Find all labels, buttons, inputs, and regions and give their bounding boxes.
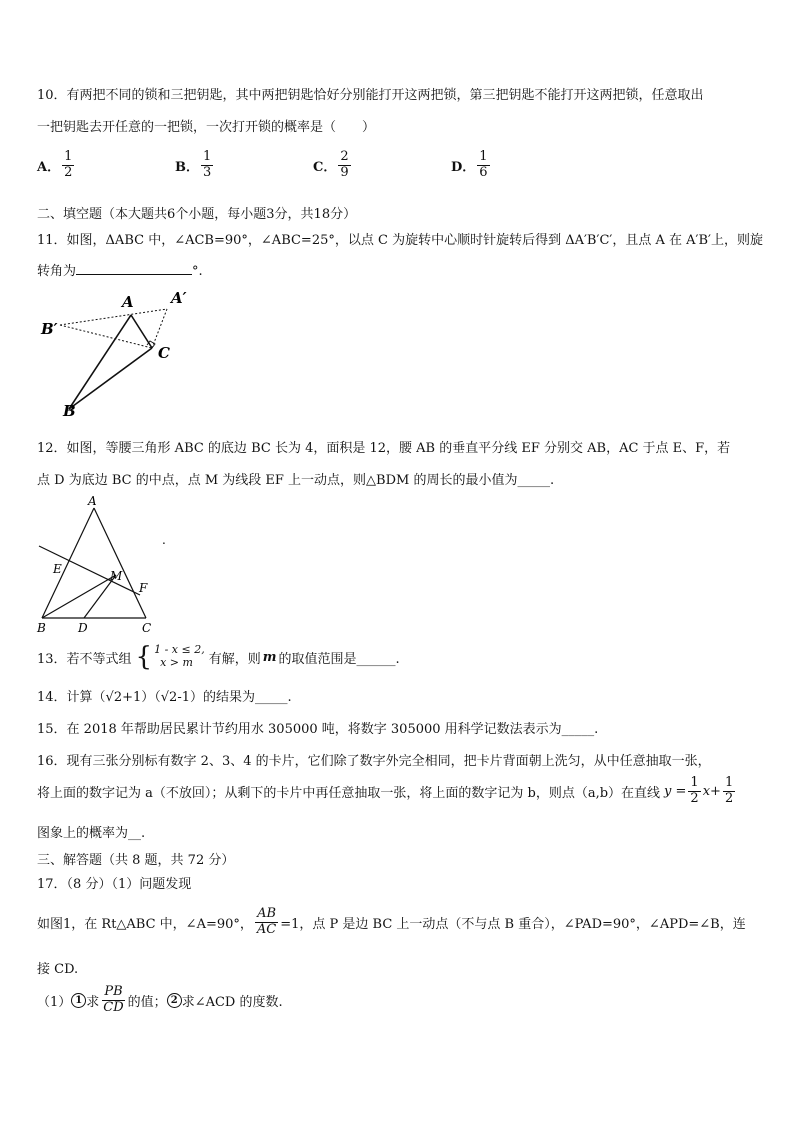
- label-b: B: [37, 621, 46, 635]
- circled-number-1: 1: [71, 993, 86, 1008]
- q17-heading: 17．（8 分）（1）问题发现: [37, 877, 192, 892]
- q12-line1: 12．如图，等腰三角形 ABC 的底边 BC 长为 4，面积是 12，腰 AB 的垂直平分线 EF 分别交 AB，AC 于点 E、F，若: [37, 441, 731, 456]
- fraction: $\frac{1}{2}$: [724, 775, 734, 806]
- q11-figure: [38, 288, 198, 423]
- q13-line: 13．若不等式组 { 1 - x ≤ 2, x > m 有解，则 m 的取值范围是______.: [37, 642, 400, 672]
- label-c: C: [158, 344, 170, 362]
- segment-b-prime-a-prime: [60, 309, 167, 325]
- brace-icon: {: [135, 642, 153, 672]
- inequality-system: { 1 - x ≤ 2, x > m: [135, 642, 205, 672]
- label-a-prime: A′: [171, 289, 187, 307]
- segment-bm: [42, 575, 116, 618]
- fraction: $\frac{PB}{CD}$: [103, 984, 124, 1015]
- fraction: $\frac{2}{9}$: [340, 149, 349, 180]
- q10-option-a: A． $\frac{1}{2}$: [37, 149, 73, 180]
- label-e: E: [53, 562, 62, 576]
- circled-number-2: 2: [167, 993, 182, 1008]
- label-a: A: [122, 293, 134, 311]
- fraction: $\frac{1}{2}$: [64, 149, 73, 180]
- q16-line3: 图象上的概率为__.: [37, 826, 146, 841]
- q11-line1: 11．如图，ΔABC 中，∠ACB=90°，∠ABC=25°，以点 C 为旋转中心顺时针旋转后得到 ΔA′B′C′，且点 A 在 A′B′上，则旋: [37, 233, 763, 248]
- label-c: C: [142, 621, 152, 635]
- q15-line: 15．在 2018 年帮助居民累计节约用水 305000 吨，将数字 305000 用科学记数法表示为_____.: [37, 722, 599, 737]
- label-d: D: [78, 621, 88, 635]
- q12-line2: 点 D 为底边 BC 的中点，点 M 为线段 EF 上一动点，则△BDM 的周长的最小值为_____.: [37, 473, 555, 488]
- q10-line2: 一把钥匙去开任意的一把锁，一次打开锁的概率是（ ）: [37, 120, 376, 135]
- segment-bc: [69, 348, 152, 409]
- q10-options: [37, 150, 589, 181]
- segment-ba: [69, 315, 131, 409]
- fraction: $\frac{1}{2}$: [690, 775, 699, 806]
- fraction: $\frac{AB}{AC}$: [256, 906, 277, 937]
- q10-line1: 10．有两把不同的锁和三把钥匙，其中两把钥匙恰好分别能打开这两把锁，第三把钥匙不能打开这两把锁，任意取出: [37, 88, 704, 103]
- fraction: $\frac{1}{6}$: [479, 149, 488, 180]
- answer-blank: [76, 262, 192, 275]
- section-2-heading: 二、填空题（本大题共6个小题，每小题3分，共18分）: [37, 207, 357, 222]
- q17-paragraph-line2: 接 CD.: [37, 962, 79, 977]
- segment-a-prime-c: [152, 309, 167, 348]
- q14-line: 14．计算（√2+1）（√2-1）的结果为_____.: [37, 690, 292, 705]
- q10-option-b: B． $\frac{1}{3}$: [175, 149, 212, 180]
- q10-option-d: D． $\frac{1}{6}$: [451, 149, 488, 180]
- q11-line2: 转角为 °.: [37, 264, 203, 279]
- fraction: $\frac{1}{3}$: [203, 149, 212, 180]
- label-m: M: [110, 569, 123, 583]
- segment-ac: [94, 508, 146, 618]
- segment-ab: [42, 508, 94, 618]
- q17-subquestion: （1） 1 求 $\frac{PB}{CD}$ 的值； 2 求∠ACD 的度数.: [37, 984, 283, 1015]
- q10-option-c: C． $\frac{2}{9}$: [313, 149, 349, 180]
- stray-dot: .: [162, 533, 166, 547]
- label-b: B: [63, 402, 76, 420]
- q16-line1: 16．现有三张分别标有数字 2、3、4 的卡片，它们除了数字外完全相同，把卡片背面朝上洗匀，从中任意抽取一张，: [37, 754, 711, 769]
- q16-line2: 将上面的数字记为 a（不放回）；从剩下的卡片中再任意抽取一张，将上面的数字记为 b，则点（a,b）在直线 y = $\frac{1}{2}$ x+ $\frac{1}{2}$: [37, 775, 734, 806]
- label-a: A: [88, 494, 97, 508]
- segment-b-prime-c: [60, 325, 152, 348]
- section-3-heading: 三、解答题（共 8 题，共 72 分）: [37, 853, 235, 868]
- q12-figure: [36, 492, 176, 638]
- q17-paragraph-line1: 如图1，在 Rt△ABC 中，∠A=90°， $\frac{AB}{AC}$ =1，点 P 是边 BC 上一动点（不与点 B 重合），∠PAD=90°，∠APD=∠B，连: [37, 906, 746, 937]
- label-b-prime: B′: [41, 320, 58, 338]
- label-f: F: [139, 581, 148, 595]
